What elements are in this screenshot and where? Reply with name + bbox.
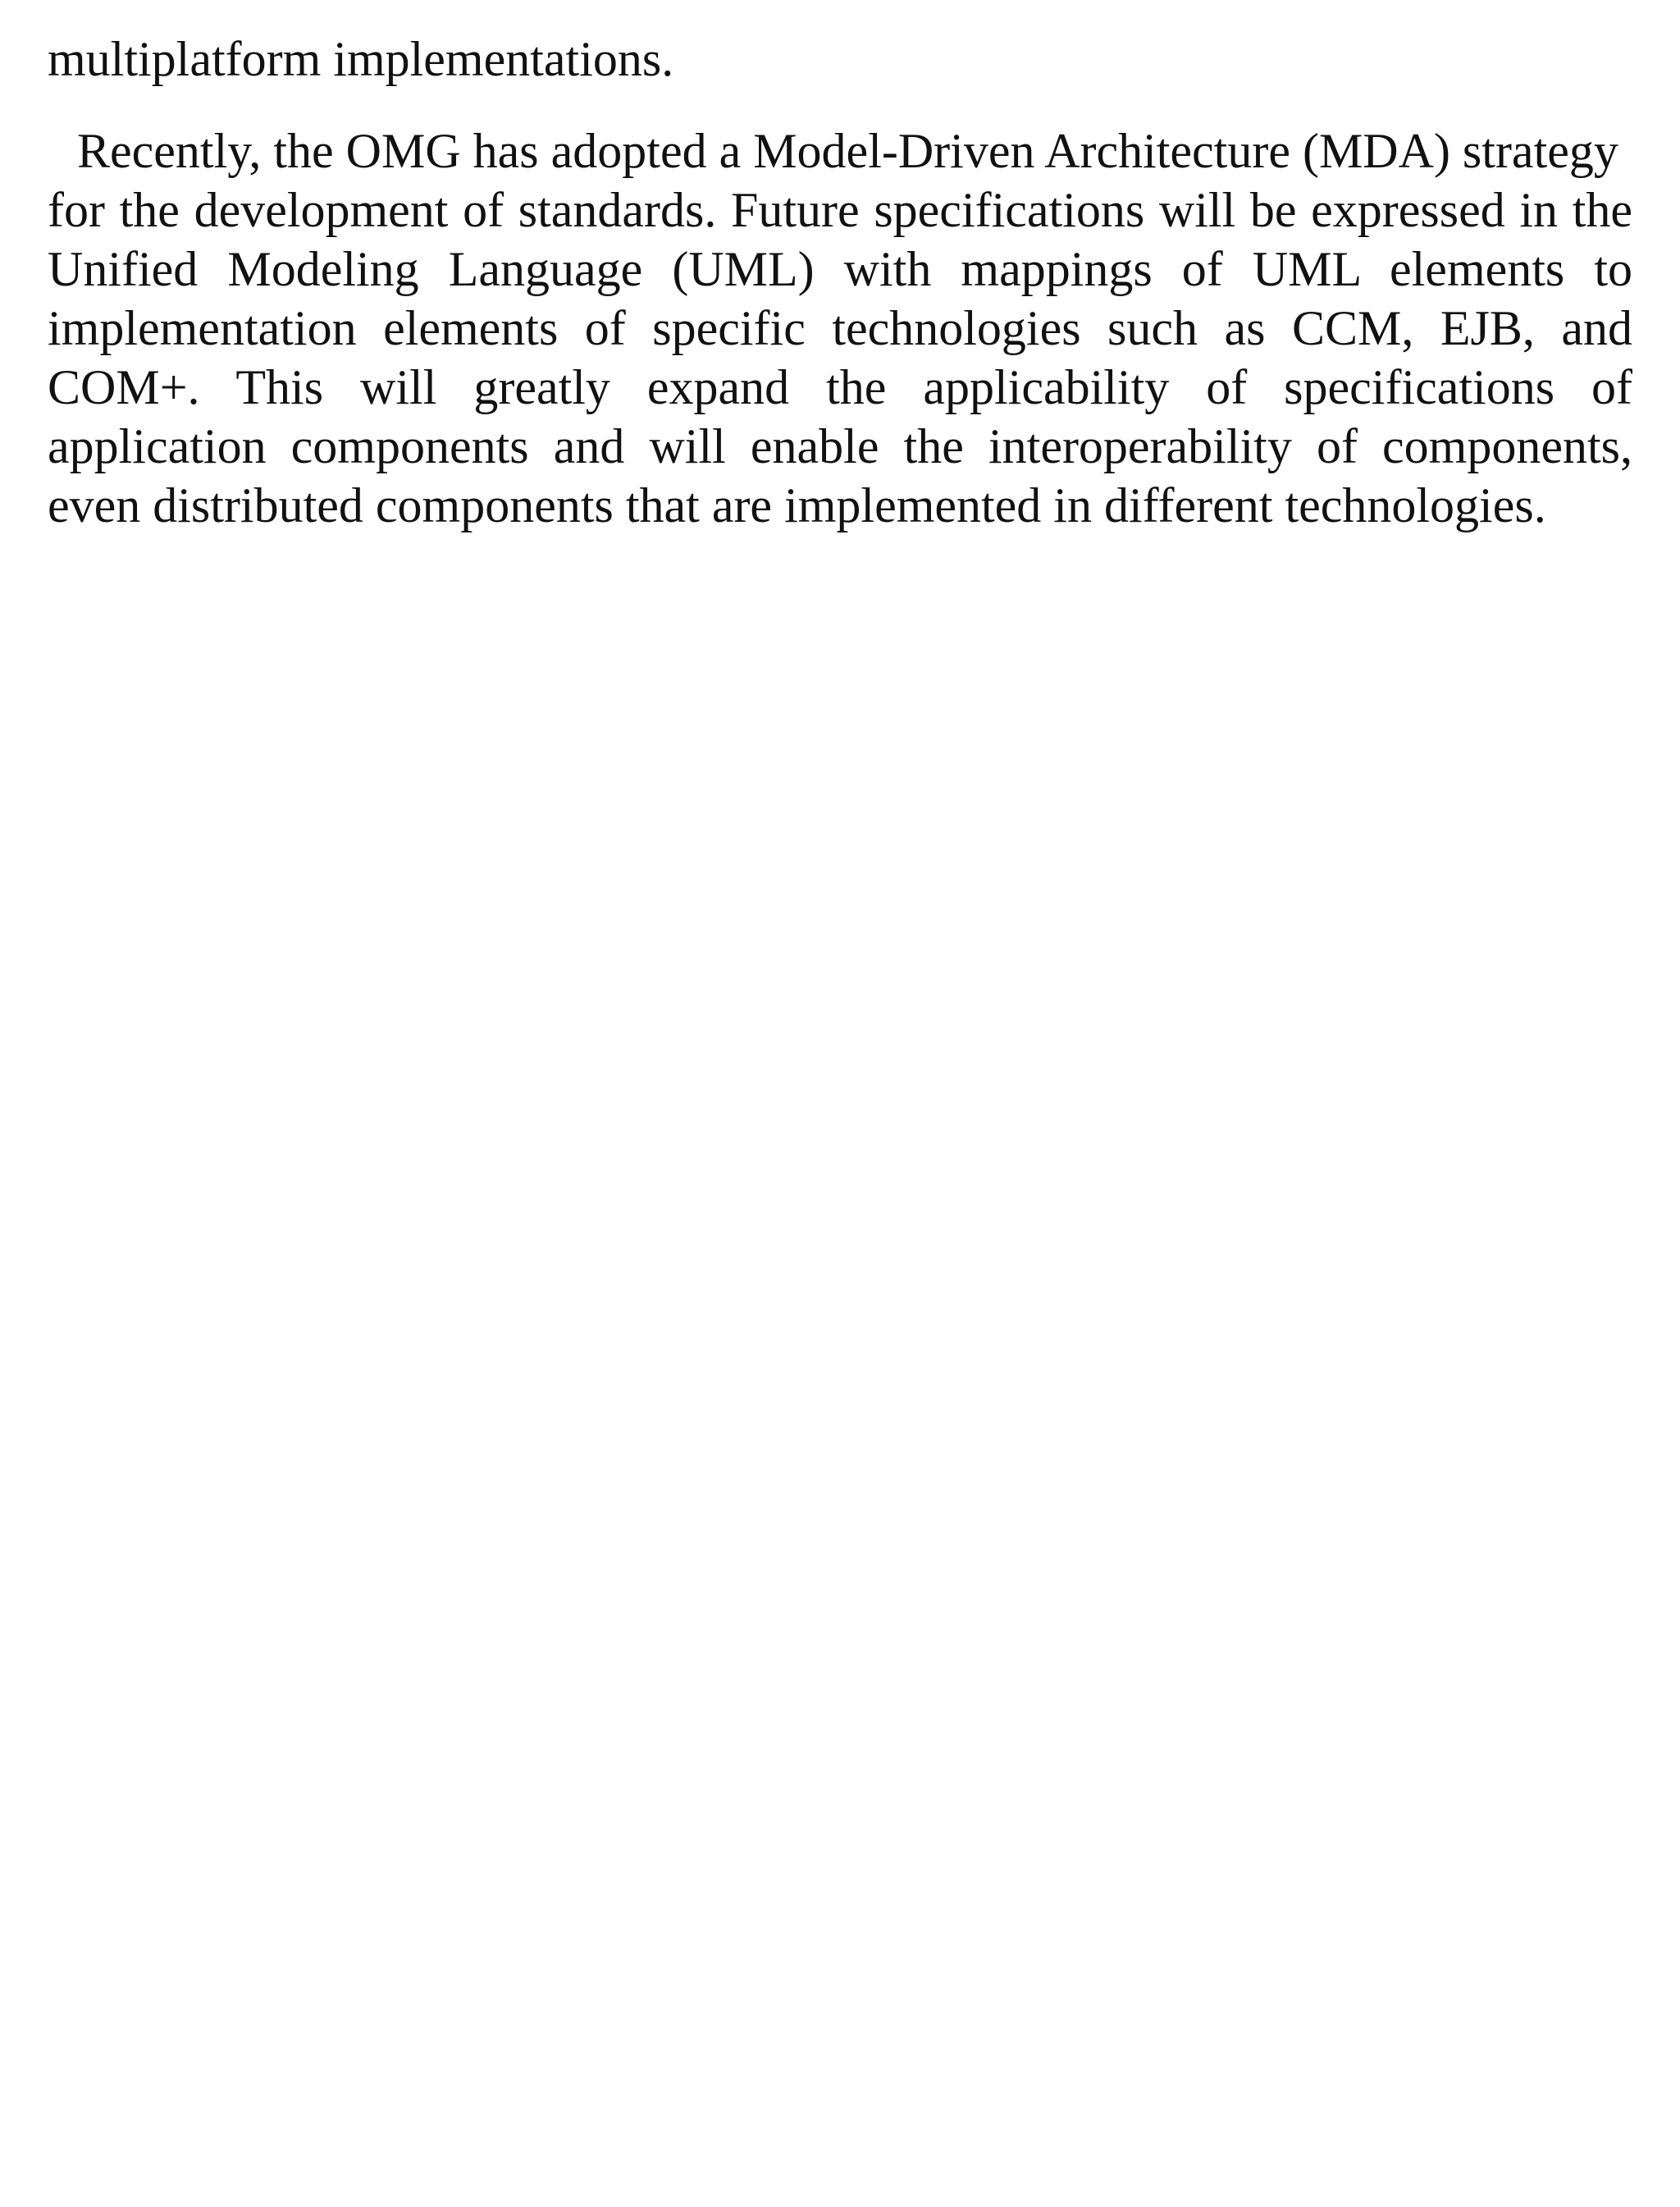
paragraph-2-line-6: application components and will enable the interoperability of components,: [48, 419, 1632, 473]
paragraph-2-line-1: Recently, the OMG has adopted a Model-Driven Architecture (MDA) strategy: [77, 124, 1618, 178]
paragraph-2-line-7: even distributed components that are implemented in different technologies.: [48, 478, 1546, 532]
document-page: [48, 30, 1632, 535]
paragraph-1-line-1: multiplatform implementations.: [48, 32, 674, 86]
paragraph-2-line-3: Unified Modeling Language (UML) with mappings of UML elements to: [48, 242, 1632, 296]
paragraph-2-line-4: implementation elements of specific technologies such as CCM, EJB, and: [48, 301, 1632, 355]
paragraph-2-line-5: COM+. This will greatly expand the applicability of specifications of: [48, 360, 1632, 414]
paragraph-2: [48, 121, 1632, 535]
paragraph-2-line-2: for the development of standards. Future specifications will be expressed in the: [48, 183, 1632, 237]
